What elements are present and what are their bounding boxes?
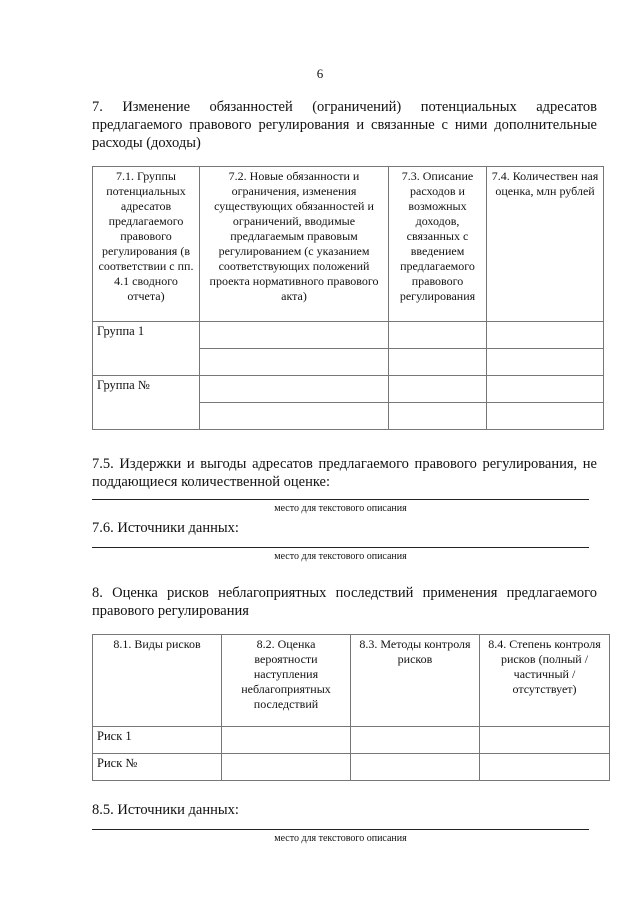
table-cell[interactable]: [480, 754, 610, 781]
obligations-table: [92, 166, 604, 430]
header-risk-types: 8.1. Виды рисков: [93, 635, 222, 727]
table-cell[interactable]: [222, 727, 351, 754]
table-row: [93, 727, 610, 754]
table-cell[interactable]: [480, 727, 610, 754]
table-cell[interactable]: [487, 322, 604, 349]
table-cell[interactable]: [389, 322, 487, 349]
header-new-obligations: 7.2. Новые обязанности и ограничения, изменения существующих обязанностей и ограничений, вводимые предлагаемым правовым регулированием (с указанием соответствующих положений проекта нормативного правового акта): [200, 167, 389, 322]
risks-table-header-row: [93, 635, 610, 727]
table-cell[interactable]: [487, 349, 604, 376]
section-7-5-caption: место для текстового описания: [274, 503, 407, 514]
row-label-risk-1: Риск 1: [93, 727, 222, 754]
table-cell[interactable]: [389, 403, 487, 430]
section-8-5-text: 8.5. Источники данных:: [92, 802, 239, 818]
risks-table: [92, 634, 610, 781]
obligations-table-header-row: [93, 167, 604, 322]
table-cell[interactable]: [389, 349, 487, 376]
section-8-5-fill-line[interactable]: [92, 829, 589, 830]
row-label-risk-n: Риск №: [93, 754, 222, 781]
row-label-group-1: Группа 1: [93, 322, 200, 376]
section-8-heading: 8. Оценка рисков неблагоприятных последствий применения предлагаемого правового регулирования: [92, 585, 597, 619]
section-7-heading: 7. Изменение обязанностей (ограничений) потенциальных адресатов предлагаемого правового регулирования и связанные с ними дополнительные расходы (доходы): [92, 99, 597, 151]
table-cell[interactable]: [200, 322, 389, 349]
header-control-degree: 8.4. Степень контроля рисков (полный / частичный / отсутствует): [480, 635, 610, 727]
table-cell[interactable]: [351, 727, 480, 754]
row-label-group-n: Группа №: [93, 376, 200, 430]
table-cell[interactable]: [389, 376, 487, 403]
table-cell[interactable]: [200, 376, 389, 403]
section-8-5-caption: место для текстового описания: [274, 833, 407, 844]
table-cell[interactable]: [222, 754, 351, 781]
table-cell[interactable]: [351, 754, 480, 781]
table-row: [93, 322, 604, 349]
section-7-6-fill-line[interactable]: [92, 547, 589, 548]
header-groups: 7.1. Группы потенциальных адресатов предлагаемого правового регулирования (в соответствии с пп. 4.1 сводного отчета): [93, 167, 200, 322]
section-7-6-text: 7.6. Источники данных:: [92, 520, 239, 536]
page-number: 6: [316, 66, 324, 81]
header-control-methods: 8.3. Методы контроля рисков: [351, 635, 480, 727]
table-cell[interactable]: [200, 349, 389, 376]
table-row: [93, 376, 604, 403]
table-cell[interactable]: [200, 403, 389, 430]
header-expenses-description: 7.3. Описание расходов и возможных доходов, связанных с введением предлагаемого правового регулирования: [389, 167, 487, 322]
section-7-5-text: 7.5. Издержки и выгоды адресатов предлагаемого правового регулирования, не поддающиеся количественной оценке:: [92, 456, 597, 490]
table-cell[interactable]: [487, 376, 604, 403]
section-7-5-fill-line[interactable]: [92, 499, 589, 500]
table-cell[interactable]: [487, 403, 604, 430]
section-7-6-caption: место для текстового описания: [274, 551, 407, 562]
table-row: [93, 754, 610, 781]
header-probability-estimate: 8.2. Оценка вероятности наступления неблагоприятных последствий: [222, 635, 351, 727]
header-quantitative-estimate: 7.4. Количествен ная оценка, млн рублей: [487, 167, 604, 322]
